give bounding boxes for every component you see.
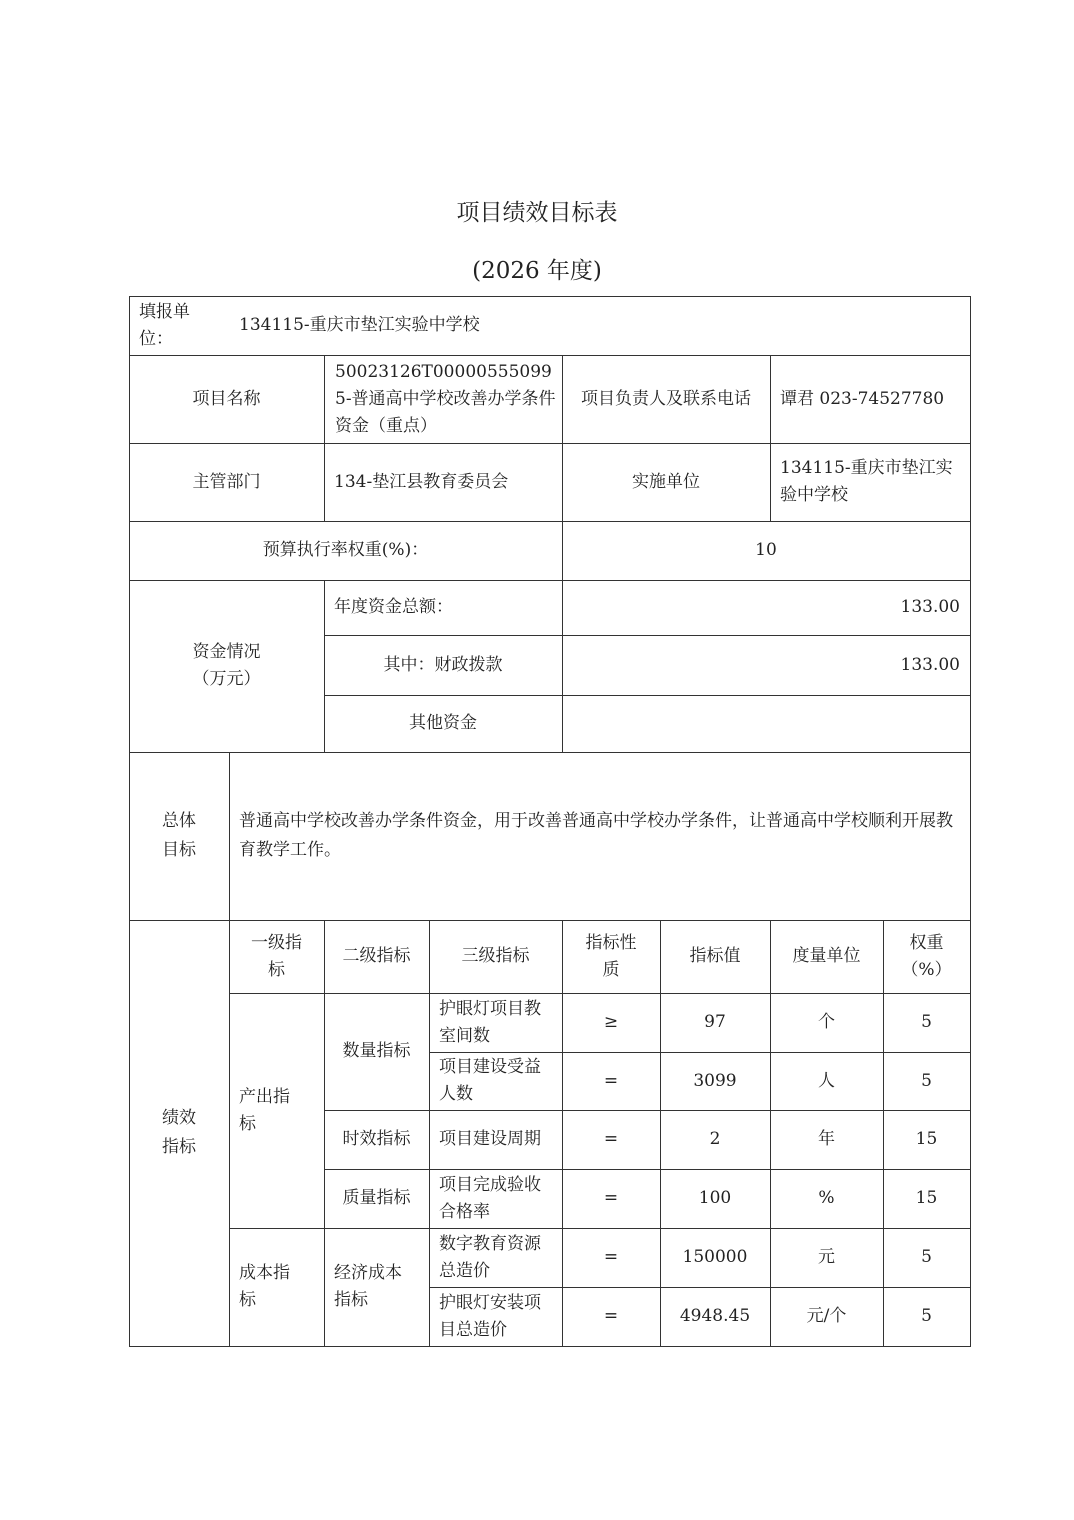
header-weight: 权重（%） [901, 932, 952, 980]
header-level2: 二级指标 [342, 946, 411, 966]
indicator-unit: 元 [818, 1247, 835, 1267]
level2-economic-cost: 经济成本指标 [334, 1263, 402, 1310]
funds-fiscal-label: 其中：财政拨款 [383, 654, 503, 675]
department-value: 134-垫江县教育委员会 [334, 471, 509, 492]
indicator-unit: % [818, 1188, 835, 1208]
page-title: 项目绩效目标表 [456, 200, 618, 226]
header-unit: 度量单位 [792, 946, 861, 966]
implementer-value: 134115-重庆市垫江实验中学校 [780, 458, 953, 505]
performance-label: 绩效指标 [162, 1108, 196, 1157]
indicator-value: 150000 [682, 1247, 748, 1267]
page-subtitle-year: (2026 年度) [472, 258, 602, 284]
level2-timeliness: 时效指标 [342, 1129, 411, 1149]
indicator-nature: ≥ [603, 1012, 619, 1032]
indicator-weight: 5 [921, 1012, 932, 1032]
funds-total-label: 年度资金总额： [334, 597, 453, 617]
funds-other-value [562, 695, 970, 752]
indicator-nature: = [603, 1247, 619, 1267]
level2-quantity: 数量指标 [342, 1041, 411, 1061]
project-name-label: 项目名称 [192, 388, 261, 409]
project-name-value: 50023126T000005550995-普通高中学校改善办学条件资金（重点） [335, 361, 556, 436]
level2-quality: 质量指标 [342, 1188, 411, 1208]
header-level3: 三级指标 [461, 946, 530, 966]
indicator-value: 2 [709, 1129, 721, 1149]
funds-fiscal-value: 133.00 [900, 654, 960, 675]
contact-label: 项目负责人及联系电话 [581, 388, 751, 409]
indicator-weight: 5 [921, 1070, 932, 1091]
indicator-weight: 5 [921, 1247, 932, 1267]
indicator-weight: 15 [915, 1129, 938, 1149]
level3-indicator: 护眼灯安装项目总造价 [439, 1292, 541, 1340]
indicator-nature: = [603, 1070, 619, 1091]
indicator-nature: = [603, 1129, 619, 1149]
level3-indicator: 数字教育资源总造价 [439, 1233, 541, 1281]
reporting-unit-label: 填报单位： [139, 301, 190, 349]
indicator-unit: 个 [818, 1012, 835, 1032]
level3-indicator: 项目建设周期 [439, 1129, 541, 1149]
indicator-weight: 5 [921, 1306, 932, 1326]
indicator-unit: 人 [818, 1070, 835, 1091]
level1-output: 产出指标 [239, 1086, 290, 1134]
header-nature: 指标性质 [585, 932, 637, 980]
indicator-value: 100 [698, 1188, 732, 1208]
indicator-unit: 年 [818, 1129, 835, 1149]
overall-goal-text: 普通高中学校改善办学条件资金，用于改善普通高中学校办学条件，让普通高中学校顺利开展教育教学工作。 [239, 811, 953, 860]
department-label: 主管部门 [192, 471, 261, 492]
level3-indicator: 项目建设受益人数 [439, 1057, 541, 1104]
header-value: 指标值 [689, 946, 741, 966]
level3-indicator: 护眼灯项目教室间数 [439, 998, 541, 1046]
indicator-value: 3099 [693, 1070, 737, 1091]
indicator-value: 97 [704, 1012, 726, 1032]
table-line [970, 296, 971, 1347]
funds-total-value: 133.00 [900, 597, 960, 617]
indicator-unit: 元/个 [806, 1306, 847, 1326]
implementer-label: 实施单位 [632, 471, 700, 492]
indicator-weight: 15 [915, 1188, 938, 1208]
budget-weight-label: 预算执行率权重(%)： [262, 540, 429, 560]
level1-cost: 成本指标 [239, 1263, 290, 1310]
funds-other-label: 其他资金 [409, 713, 477, 733]
reporting-unit-value: 134115-重庆市垫江实验中学校 [239, 315, 480, 335]
indicator-value: 4948.45 [679, 1306, 751, 1326]
indicator-nature: = [603, 1306, 619, 1326]
budget-weight-value: 10 [755, 540, 777, 560]
table-line [129, 1346, 971, 1347]
overall-goal-label: 总体目标 [162, 811, 196, 860]
level3-indicator: 项目完成验收合格率 [439, 1174, 541, 1222]
funds-label: 资金情况（万元） [192, 642, 261, 689]
header-level1: 一级指标 [251, 932, 302, 980]
contact-value: 谭君 023-74527780 [780, 388, 945, 409]
indicator-nature: = [603, 1188, 619, 1208]
